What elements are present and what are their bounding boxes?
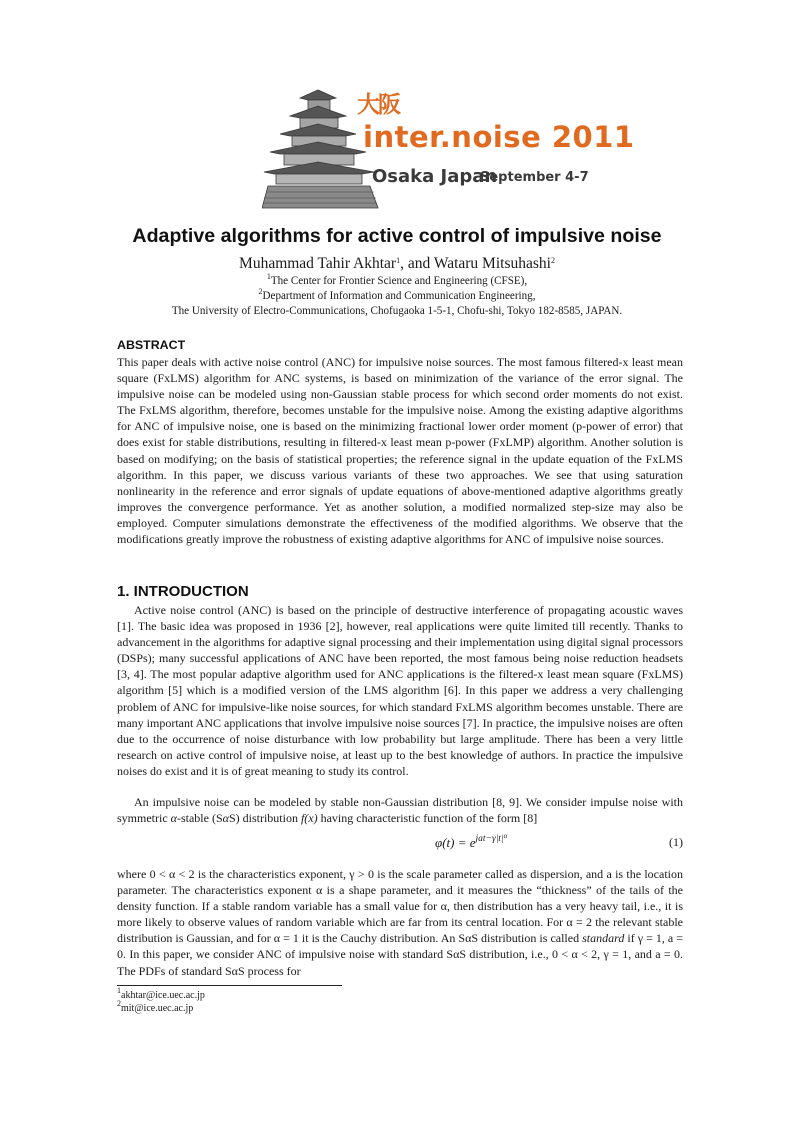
equation-lhs: φ(t) = e (435, 835, 476, 850)
p2-text-d: having characteristic function of the form [8] (317, 811, 538, 826)
intro-paragraph-1: Active noise control (ANC) is based on the principle of destructive interference of propagating acoustic waves [1]. The basic idea was proposed in 1936 [2], however, real applications were quite limited till recently. Thanks to advancement in the algorithms for adaptive signal processing and their implementation using digital signal processors (DSPs); many successful applications of ANC have been reported, the most famous being noise reduction headsets [3, 4]. The most popular adaptive algorithm used for ANC applications is the filtered-x least mean square (FxLMS) algorithm [5] which is a modified version of the LMS algorithm [6]. In this paper we address a very challenging problem of ANC for impulsive-like noise sources, for which standard FxLMS algorithm becomes unstable. There are many important ANC applications that involve impulsive noise sources [7]. In practice, the impulsive noises are often due to the occurrence of noise disturbance with low probability but large amplitude. There has been a very little research on active control of impulsive noise, at least up to the best knowledge of authors. In practice the impulsive noises do exist and it is of great meaning to study its control. (117, 603, 683, 778)
conference-dates: September 4-7 (480, 170, 589, 185)
p2-text-a: An impulsive noise can be modeled by stable non-Gaussian distribution [8, 9]. We consider impulse noise with symmetric (117, 795, 683, 826)
footnote-1-email: akhtar@ice.uec.ac.jp (121, 990, 205, 1001)
author-2: Wataru Mitsuhashi (433, 255, 551, 272)
equation-exponent (476, 834, 508, 844)
equation-1 (117, 832, 683, 855)
intro-paragraph-2 (117, 794, 683, 826)
p2-text-c: S) distribution (228, 811, 301, 826)
p3-standard: standard (582, 931, 625, 946)
affiliation-2-text: Department of Information and Communication Engineering, (262, 290, 536, 302)
abstract-text: This paper deals with active noise control (ANC) for impulsive noise sources. The most famous filtered-x least mean square (FxLMS) algorithm for ANC systems, is based on minimization of the variance of the error signal. The impulsive noise can be modeled using non-Gaussian stable process for which second order moments do not exist. The FxLMS algorithm, therefore, becomes unstable for the impulsive noise. Among the existing adaptive algorithms for ANC of impulsive noise, one is based on the minimizing fractional lower order moment (p-power of error) that does exist for stable distributions, resulting in filtered-x least mean p-power (FxLMP) algorithm. Another solution is based on modifying; on the basis of statistical properties; the reference signal in the update equation of the FxLMS algorithm. In this paper, we discuss various variants of these two approaches. We see that using saturation nonlinearity in the reference and error signals of update equations of above-mentioned adaptive algorithms greatly improves the convergence performance. Yet as another solution, a modified normalized step-size may also be employed. Computer simulations demonstrate the effectiveness of the modified algorithms. We observe that the modifications greatly improve the robustness of existing adaptive algorithms for ANC of impulsive noise sources. (117, 355, 683, 547)
conference-name: inter.noise 2011 (363, 120, 635, 154)
conference-logo (262, 82, 635, 210)
equation-number: (1) (669, 835, 683, 849)
affiliation-2-mark: 2 (258, 287, 263, 296)
logo-kanji: 大阪 (357, 92, 399, 118)
footnote-rule (117, 985, 342, 986)
footnote-2-email: mit@ice.uec.ac.jp (121, 1003, 194, 1014)
author-separator: , and (400, 255, 434, 272)
affiliation-1-text: The Center for Frontier Science and Engineering (CFSE), (270, 275, 528, 287)
p2-text-b: -stable (S (176, 811, 223, 826)
p2-alpha: α (170, 811, 177, 826)
footnote-2-mark: 2 (117, 999, 121, 1008)
affiliation-3: The University of Electro-Communications, Chofugaoka 1-5-1, Chofu-shi, Tokyo 182-8585, JAPAN. (171, 305, 623, 317)
affiliation-1 (0, 272, 794, 287)
author-2-mark: 2 (550, 256, 555, 265)
equation-exponent-alpha: α (503, 832, 508, 840)
intro-paragraph-3 (117, 866, 683, 979)
equation-exponent-main: jat−γ|t| (475, 834, 504, 844)
abstract-heading: ABSTRACT (117, 338, 186, 352)
conference-location: Osaka Japan (372, 166, 498, 187)
p2-alpha-2: α (222, 811, 229, 826)
affiliation-1-mark: 1 (266, 272, 271, 281)
footnote-1 (117, 986, 205, 1001)
p3-text-a: where 0 < α < 2 is the characteristics exponent, γ > 0 is the scale parameter called as dispersion, and a is the location parameter. The characteristics exponent α is a shape parameter, and it measures the “thickness” of the tails of the density function. If a stable random variable has a small value for α, then distribution has a very heavy tail, i.e., it is more likely to observe values of random variable which are far from its central location. For α = 2 the relevant stable distribution is Gaussian, and for α = 1 it is the Cauchy distribution. An SαS distribution is called (117, 867, 683, 946)
author-line (0, 255, 794, 273)
author-1: Muhammad Tahir Akhtar (239, 255, 397, 272)
p2-fx: f(x) (300, 811, 318, 826)
affiliation-2 (0, 287, 794, 302)
intro-heading: 1. INTRODUCTION (117, 583, 249, 600)
author-1-mark: 1 (396, 256, 401, 265)
footnote-1-mark: 1 (117, 986, 121, 995)
p3-text-b: if γ = 1, a = 0. In this paper, we consider ANC of impulsive noise with standard SαS distribution, i.e., 0 < α < 2, γ = 1, and a = 0. The PDFs of standard SαS process for (117, 931, 684, 978)
paper-title: Adaptive algorithms for active control of impulsive noise (132, 225, 662, 247)
equation-formula (435, 832, 508, 851)
footnote-2 (117, 999, 194, 1014)
